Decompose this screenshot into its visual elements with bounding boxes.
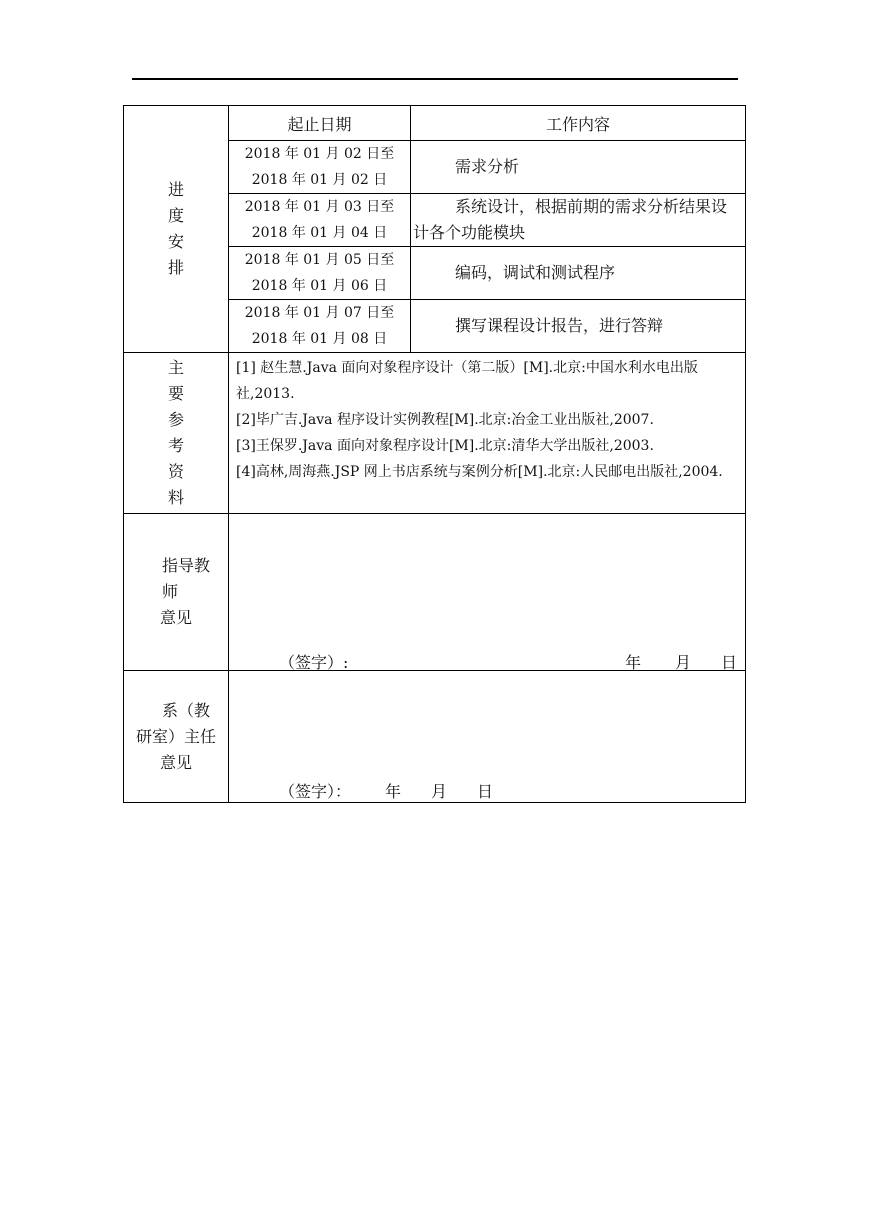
dept-opinion-row — [124, 671, 746, 803]
start-date: 2018 年 01 月 05 日至 — [244, 252, 395, 268]
references-label-char: 要 — [167, 384, 184, 403]
references-label-char: 主 — [167, 358, 184, 377]
date-column-header: 起止日期 — [229, 106, 411, 141]
references-label-char: 资 — [167, 462, 184, 481]
dept-label-line: 系（教 — [161, 700, 210, 720]
start-date: 2018 年 01 月 07 日至 — [244, 305, 395, 321]
schedule-label-char: 进 — [167, 180, 184, 199]
work-content-cell — [411, 300, 746, 353]
work-content-cell — [411, 194, 746, 247]
year-label: 年 — [385, 782, 402, 801]
teacher-opinion-area[interactable] — [229, 514, 746, 671]
teacher-opinion-row — [124, 514, 746, 671]
date-range-cell — [229, 141, 411, 194]
date-range-cell — [229, 300, 411, 353]
dept-label-line: 意见 — [159, 752, 192, 772]
dept-opinion-label — [124, 671, 229, 803]
month-label: 月 — [431, 782, 448, 801]
work-content: 编码，调试和测试程序 — [455, 263, 616, 282]
work-content: 需求分析 — [455, 157, 520, 176]
teacher-opinion-label — [124, 514, 229, 671]
work-column-header: 工作内容 — [411, 106, 746, 141]
teacher-label-line: 指导教 — [162, 556, 211, 575]
work-content: 撰写课程设计报告，进行答辩 — [455, 316, 664, 335]
end-date: 2018 年 01 月 06 日 — [251, 278, 388, 294]
end-date: 2018 年 01 月 02 日 — [251, 172, 388, 188]
date-range-cell — [229, 247, 411, 300]
reference-item: [1] 赵生慧.Java 面向对象程序设计（第二版）[M].北京:中国水利水电出版社,2013. — [236, 360, 698, 402]
work-content-cell — [411, 247, 746, 300]
start-date: 2018 年 01 月 03 日至 — [244, 199, 395, 215]
year-label: 年 — [624, 653, 641, 672]
day-label: 日 — [477, 782, 494, 801]
reference-item: [3]王保罗.Java 面向对象程序设计[M].北京:清华大学出版社,2003. — [236, 438, 654, 454]
start-date: 2018 年 01 月 02 日至 — [244, 146, 395, 162]
dept-date — [385, 779, 493, 802]
date-range-cell — [229, 194, 411, 247]
reference-item: [4]高林,周海燕.JSP 网上书店系统与案例分析[M].北京:人民邮电出版社,2004. — [236, 464, 723, 480]
references-label — [124, 353, 229, 514]
header-rule — [132, 78, 738, 80]
schedule-label — [124, 106, 229, 353]
schedule-label-char: 安 — [167, 232, 184, 251]
references-list — [229, 353, 746, 514]
reference-item: [2]毕广吉.Java 程序设计实例教程[M].北京:冶金工业出版社,2007. — [236, 412, 654, 428]
references-label-char: 参 — [167, 410, 184, 429]
month-label: 月 — [674, 653, 691, 672]
references-row — [124, 353, 746, 514]
dept-opinion-area[interactable] — [229, 671, 746, 803]
work-content: 系统设计，根据前期的需求分析结果设计各个功能模块 — [413, 197, 728, 242]
references-label-char: 考 — [167, 436, 184, 455]
dept-signature: （签字）： — [279, 782, 352, 801]
schedule-header-row — [124, 106, 746, 141]
work-content-cell — [411, 141, 746, 194]
end-date: 2018 年 01 月 08 日 — [251, 331, 388, 347]
teacher-signature: （签字）: — [279, 653, 349, 672]
schedule-label-char: 度 — [167, 206, 184, 225]
references-label-char: 料 — [167, 488, 184, 507]
schedule-label-char: 排 — [167, 258, 184, 277]
dept-label-line: 研室）主任 — [135, 726, 216, 746]
day-label: 日 — [720, 653, 737, 672]
teacher-label-line: 意见 — [159, 608, 192, 627]
task-form-table — [123, 105, 746, 803]
end-date: 2018 年 01 月 04 日 — [251, 225, 388, 241]
teacher-label-line: 师 — [162, 582, 179, 601]
